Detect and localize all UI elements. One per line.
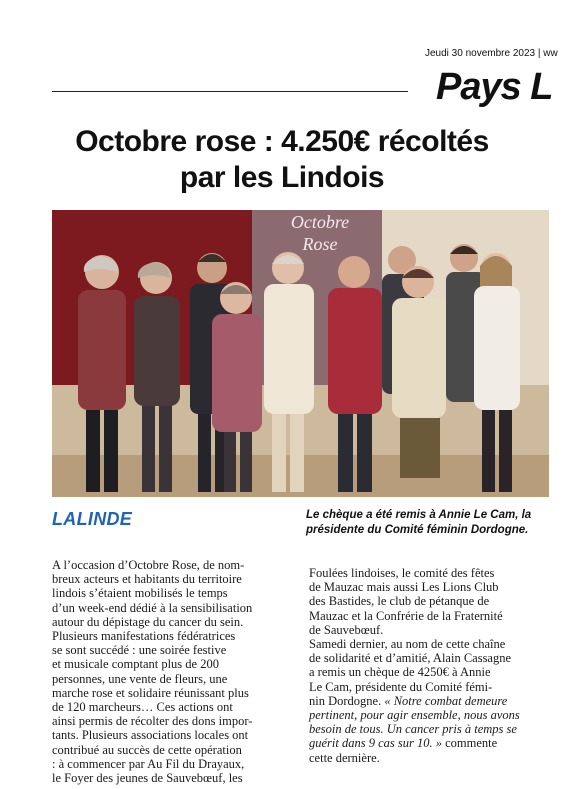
col2-line: a remis un chèque de 4250€ à Annie bbox=[309, 665, 491, 680]
headline bbox=[52, 124, 512, 196]
col1-line: A l’occasion d’Octobre Rose, de nom- bbox=[52, 558, 245, 572]
photo-caption: Le chèque a été remis à Annie Le Cam, la présidente du Comité féminin Dordogne. bbox=[306, 509, 532, 536]
col2-line: Mauzac et la Confrérie de la Fraternité bbox=[309, 608, 503, 623]
headline-line-2: par les Lindois bbox=[179, 161, 385, 194]
header-rule bbox=[52, 91, 408, 92]
col2-line: des Bastides, le club de pétanque de bbox=[309, 594, 490, 609]
col2-line: Foulées lindoises, le comité des fêtes bbox=[309, 566, 495, 580]
col1-line: et musicale comptant plus de 200 bbox=[52, 657, 219, 672]
banner-text-2: Rose bbox=[302, 234, 338, 254]
col1-line: de 120 marcheurs… Ces actions ont bbox=[52, 700, 233, 715]
col1-line: contribué au succès de cette opération bbox=[52, 742, 242, 757]
quote-line: pertinent, pour agir ensemble, nous avons bbox=[309, 708, 520, 723]
col1-line: personnes, une vente de fleurs, une bbox=[52, 671, 228, 686]
col1-line: d’un week-end dédié à la sensibilisation bbox=[52, 600, 253, 615]
col1-line: marche rose et solidaire réunissant plus bbox=[52, 685, 249, 700]
banner-text-1: Octobre bbox=[290, 212, 350, 232]
col1-line: le Foyer des jeunes de Sauvebœuf, les bbox=[52, 771, 243, 786]
col2-line: de solidarité et d’amitié, Alain Cassagne bbox=[309, 651, 512, 666]
quote-line: besoin de tous. Un cancer pris à temps se bbox=[309, 722, 517, 737]
col1-line: Plusieurs manifestations fédératrices bbox=[52, 629, 236, 644]
col1-line: se sont succédé : une soirée festive bbox=[52, 643, 227, 658]
col2-line-text: nin Dordogne. bbox=[309, 693, 382, 708]
quote-text: guérit dans 9 cas sur 10. » bbox=[309, 736, 442, 751]
col2-line-with-quote bbox=[309, 694, 555, 708]
col2-line: Samedi dernier, au nom de cette chaîne bbox=[309, 637, 506, 652]
col2-line: de Mauzac mais aussi Les Lions Club bbox=[309, 580, 499, 595]
col2-line: cette dernière. bbox=[309, 750, 380, 765]
col1-line: : à commencer par Au Fil du Drayaux, bbox=[52, 756, 245, 771]
col1-line: tants. Plusieurs associations locales ont bbox=[52, 728, 249, 743]
quote-end-line bbox=[309, 736, 555, 750]
col1-line: breux acteurs et habitants du territoire bbox=[52, 572, 242, 587]
article-column-2 bbox=[309, 566, 555, 765]
locality-label: LALINDE bbox=[52, 509, 133, 529]
col1-line: lindois s’étaient mobilisés le temps bbox=[52, 586, 228, 601]
group-photo-illustration bbox=[52, 210, 549, 497]
col1-line: autour du dépistage du cancer du sein. bbox=[52, 614, 244, 629]
quote-text: « Notre combat demeure bbox=[384, 693, 508, 708]
col1-line: ainsi permis de récolter des dons impor- bbox=[52, 714, 253, 729]
dateline: Jeudi 30 novembre 2023 | ww bbox=[425, 48, 558, 59]
section-title: Pays L bbox=[436, 66, 553, 108]
headline-line-1: Octobre rose : 4.250€ récoltés bbox=[75, 125, 489, 158]
col2-line: de Sauvebœuf. bbox=[309, 622, 384, 637]
col2-line-text: commente bbox=[442, 736, 498, 751]
article-photo bbox=[52, 210, 549, 497]
col2-line: Le Cam, présidente du Comité fémi- bbox=[309, 679, 493, 694]
article-column-1 bbox=[52, 558, 297, 785]
